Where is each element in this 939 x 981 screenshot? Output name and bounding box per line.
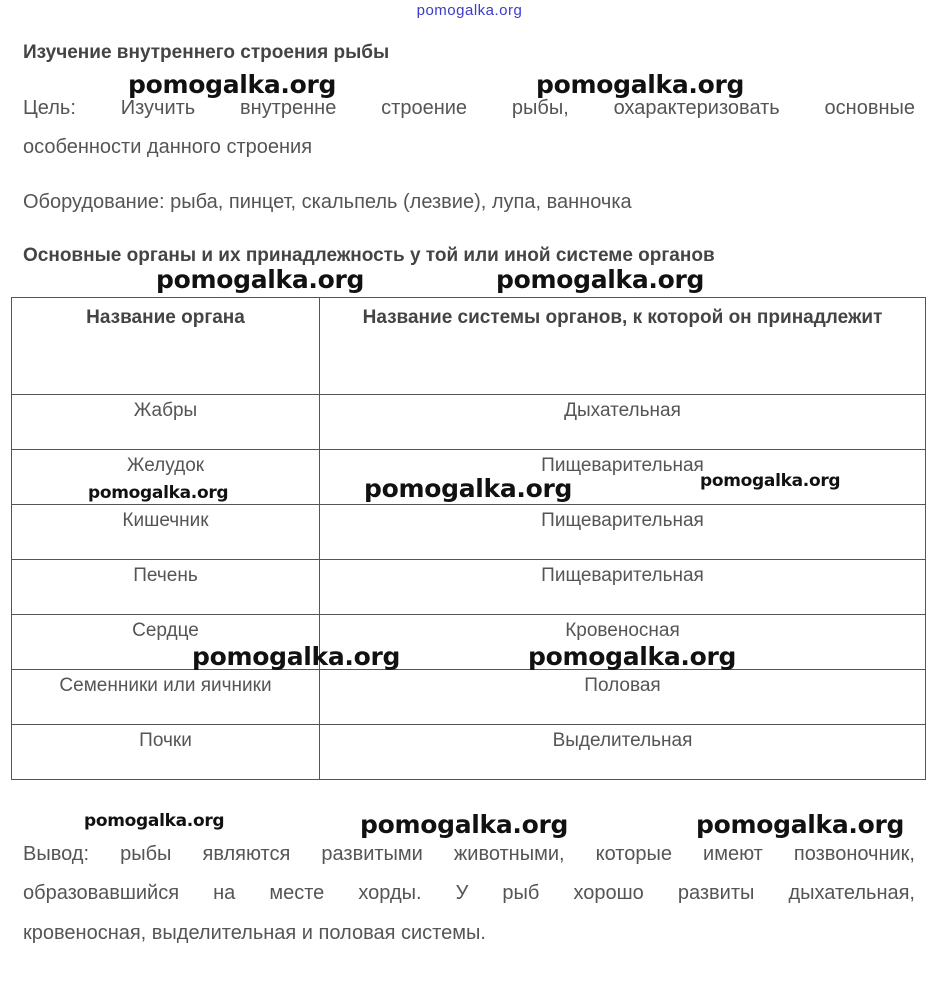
- goal-line-2: особенности данного строения: [23, 136, 313, 158]
- organ-cell: Желудок: [12, 450, 320, 505]
- system-cell: Выделительная: [320, 725, 926, 780]
- goal-line-1: Цель: Изучить внутренне строение рыбы, охарактеризовать основные: [23, 97, 915, 119]
- top-watermark[interactable]: pomogalka.org: [416, 2, 523, 19]
- watermark: pomogalka.org: [84, 811, 225, 831]
- watermark: pomogalka.org: [364, 474, 573, 503]
- system-cell: Пищеварительная: [320, 560, 926, 615]
- organs-table: [11, 297, 926, 780]
- watermark: pomogalka.org: [156, 265, 365, 294]
- organ-cell: Семенники или яичники: [12, 670, 320, 725]
- watermark: pomogalka.org: [88, 483, 229, 503]
- watermark: pomogalka.org: [528, 642, 737, 671]
- organ-cell: Почки: [12, 725, 320, 780]
- system-cell: Половая: [320, 670, 926, 725]
- watermark: pomogalka.org: [128, 70, 337, 99]
- table-row: [12, 505, 926, 560]
- column-header-organ: Название органа: [12, 298, 320, 395]
- watermark: pomogalka.org: [496, 265, 705, 294]
- conclusion-line-2: образовавшийся на месте хорды. У рыб хорошо развиты дыхательная,: [23, 882, 915, 904]
- watermark: pomogalka.org: [192, 642, 401, 671]
- organ-cell: Сердце: [12, 615, 320, 670]
- equipment-text: Оборудование: рыба, пинцет, скальпель (лезвие), лупа, ванночка: [23, 191, 632, 213]
- table-row: [12, 395, 926, 450]
- column-header-system: Название системы органов, к которой он принадлежит: [320, 298, 926, 395]
- table-header-row: [12, 298, 926, 395]
- conclusion-line-3: кровеносная, выделительная и половая системы.: [23, 922, 486, 944]
- system-cell: Пищеварительная: [320, 505, 926, 560]
- table-row: [12, 560, 926, 615]
- organ-cell: Жабры: [12, 395, 320, 450]
- organ-cell: Печень: [12, 560, 320, 615]
- watermark: pomogalka.org: [536, 70, 745, 99]
- organ-cell: Кишечник: [12, 505, 320, 560]
- watermark: pomogalka.org: [700, 471, 841, 491]
- page-title: Изучение внутреннего строения рыбы: [23, 42, 390, 63]
- section-title: Основные органы и их принадлежность у той или иной системе органов: [23, 245, 715, 266]
- system-cell: Дыхательная: [320, 395, 926, 450]
- watermark: pomogalka.org: [360, 810, 569, 839]
- watermark: pomogalka.org: [696, 810, 905, 839]
- table-row: [12, 615, 926, 670]
- table-row: [12, 670, 926, 725]
- table-row: [12, 725, 926, 780]
- conclusion-line-1: Вывод: рыбы являются развитыми животными, которые имеют позвоночник,: [23, 843, 915, 865]
- system-cell: Кровеносная: [320, 615, 926, 670]
- system-cell: Пищеварительная: [320, 450, 926, 505]
